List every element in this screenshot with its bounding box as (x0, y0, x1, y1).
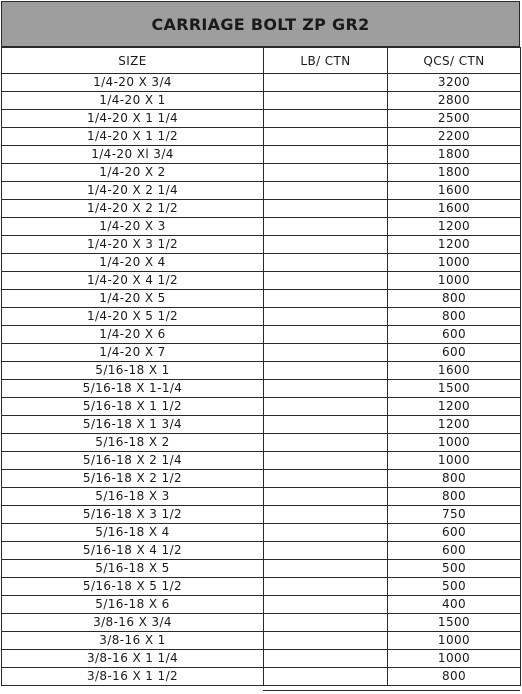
cell-lb-ctn (264, 416, 388, 434)
table-row (2, 650, 521, 668)
table-row (2, 128, 521, 146)
cell-size: 5/16-18 X 5 (2, 560, 264, 578)
table-row (2, 182, 521, 200)
cell-size: 1/4-20 X 5 1/2 (2, 308, 264, 326)
cell-qcs-ctn: 1600 (388, 362, 521, 380)
cell-lb-ctn (264, 524, 388, 542)
cell-lb-ctn (264, 182, 388, 200)
cell-lb-ctn (264, 452, 388, 470)
cell-lb-ctn (264, 236, 388, 254)
cell-qcs-ctn: 1000 (388, 254, 521, 272)
cell-lb-ctn (264, 308, 388, 326)
cell-size: 1/4-20 X 6 (2, 326, 264, 344)
table-header (2, 48, 521, 74)
cell-lb-ctn (264, 164, 388, 182)
cell-size: 5/16-18 X 1 1/2 (2, 398, 264, 416)
cell-lb-ctn (264, 398, 388, 416)
cell-qcs-ctn: 1200 (388, 236, 521, 254)
table-row (2, 506, 521, 524)
cell-lb-ctn (264, 326, 388, 344)
cell-size: 1/4-20 X 3/4 (2, 74, 264, 92)
cell-lb-ctn (264, 344, 388, 362)
cell-lb-ctn (264, 650, 388, 668)
cell-size: 3/8-16 X 3/4 (2, 614, 264, 632)
cell-lb-ctn (264, 146, 388, 164)
cell-qcs-ctn: 1500 (388, 614, 521, 632)
cell-size: 1/4-20 X 3 1/2 (2, 236, 264, 254)
table-row (2, 308, 521, 326)
cell-size: 3/8-16 X 1 1/4 (2, 650, 264, 668)
table-row (2, 326, 521, 344)
cell-size: 1/4-20 X 4 1/2 (2, 272, 264, 290)
table-row (2, 92, 521, 110)
cell-qcs-ctn: 500 (388, 578, 521, 596)
table-row (2, 398, 521, 416)
table-row (2, 470, 521, 488)
cell-qcs-ctn: 1000 (388, 272, 521, 290)
table-row (2, 164, 521, 182)
table-row (2, 74, 521, 92)
table-row (2, 290, 521, 308)
cell-size: 1/4-20 X 2 (2, 164, 264, 182)
cell-size: 5/16-18 X 1-1/4 (2, 380, 264, 398)
table-row (2, 146, 521, 164)
cell-size: 3/8-16 X 1 (2, 632, 264, 650)
cell-lb-ctn (264, 614, 388, 632)
column-header-lb-ctn: LB/ CTN (264, 48, 388, 74)
cell-qcs-ctn: 2200 (388, 128, 521, 146)
cell-lb-ctn (264, 560, 388, 578)
table-title: CARRIAGE BOLT ZP GR2 (1, 1, 520, 47)
cell-lb-ctn (264, 632, 388, 650)
cell-lb-ctn (264, 110, 388, 128)
cell-lb-ctn (264, 200, 388, 218)
cell-qcs-ctn: 500 (388, 560, 521, 578)
cell-lb-ctn (264, 362, 388, 380)
cell-qcs-ctn: 1000 (388, 452, 521, 470)
cell-size: 1/4-20 X 1 1/4 (2, 110, 264, 128)
cell-lb-ctn (264, 470, 388, 488)
table-row (2, 668, 521, 686)
table-row (2, 362, 521, 380)
cell-size: 1/4-20 Xl 3/4 (2, 146, 264, 164)
cell-size: 1/4-20 X 1 1/2 (2, 128, 264, 146)
cell-lb-ctn (264, 74, 388, 92)
table-row (2, 254, 521, 272)
cell-size: 5/16-18 X 2 1/4 (2, 452, 264, 470)
table-row (2, 524, 521, 542)
cell-size: 5/16-18 X 2 1/2 (2, 470, 264, 488)
table-row (2, 272, 521, 290)
cell-size: 1/4-20 X 2 1/2 (2, 200, 264, 218)
cell-size: 5/16-18 X 4 (2, 524, 264, 542)
cell-size: 5/16-18 X 3 1/2 (2, 506, 264, 524)
table-row (2, 236, 521, 254)
cell-size: 5/16-18 X 3 (2, 488, 264, 506)
cell-size: 3/8-16 X 1 1/2 (2, 668, 264, 686)
table-row (2, 218, 521, 236)
cell-lb-ctn (264, 380, 388, 398)
table-row (2, 452, 521, 470)
cell-lb-ctn (264, 542, 388, 560)
cell-lb-ctn (264, 578, 388, 596)
cell-qcs-ctn: 800 (388, 488, 521, 506)
cell-qcs-ctn: 1800 (388, 146, 521, 164)
bolt-table (1, 47, 521, 686)
column-header-qcs-ctn: QCS/ CTN (388, 48, 521, 74)
table-bottom-rule (263, 690, 520, 691)
column-header-size: SIZE (2, 48, 264, 74)
cell-lb-ctn (264, 488, 388, 506)
cell-size: 1/4-20 X 4 (2, 254, 264, 272)
cell-size: 5/16-18 X 5 1/2 (2, 578, 264, 596)
cell-size: 5/16-18 X 1 (2, 362, 264, 380)
table-row (2, 110, 521, 128)
bolt-spec-sheet (1, 1, 520, 686)
cell-qcs-ctn: 1600 (388, 182, 521, 200)
cell-qcs-ctn: 1200 (388, 416, 521, 434)
cell-lb-ctn (264, 254, 388, 272)
table-row (2, 560, 521, 578)
cell-qcs-ctn: 400 (388, 596, 521, 614)
cell-lb-ctn (264, 272, 388, 290)
cell-qcs-ctn: 1000 (388, 650, 521, 668)
cell-size: 5/16-18 X 2 (2, 434, 264, 452)
table-row (2, 596, 521, 614)
cell-qcs-ctn: 1200 (388, 398, 521, 416)
table-row (2, 344, 521, 362)
cell-qcs-ctn: 600 (388, 524, 521, 542)
cell-lb-ctn (264, 128, 388, 146)
cell-lb-ctn (264, 218, 388, 236)
cell-qcs-ctn: 1800 (388, 164, 521, 182)
cell-qcs-ctn: 2800 (388, 92, 521, 110)
cell-qcs-ctn: 1600 (388, 200, 521, 218)
table-row (2, 200, 521, 218)
cell-lb-ctn (264, 596, 388, 614)
cell-size: 1/4-20 X 3 (2, 218, 264, 236)
cell-qcs-ctn: 600 (388, 344, 521, 362)
table-row (2, 542, 521, 560)
cell-lb-ctn (264, 668, 388, 686)
cell-qcs-ctn: 1500 (388, 380, 521, 398)
cell-lb-ctn (264, 506, 388, 524)
table-row (2, 416, 521, 434)
cell-qcs-ctn: 2500 (388, 110, 521, 128)
table-row (2, 578, 521, 596)
table-row (2, 488, 521, 506)
table-row (2, 380, 521, 398)
table-row (2, 632, 521, 650)
cell-size: 5/16-18 X 6 (2, 596, 264, 614)
cell-qcs-ctn: 1200 (388, 218, 521, 236)
cell-qcs-ctn: 1000 (388, 632, 521, 650)
header-row (2, 48, 521, 74)
cell-qcs-ctn: 800 (388, 668, 521, 686)
cell-lb-ctn (264, 290, 388, 308)
cell-qcs-ctn: 800 (388, 290, 521, 308)
cell-qcs-ctn: 3200 (388, 74, 521, 92)
cell-size: 1/4-20 X 7 (2, 344, 264, 362)
table-row (2, 614, 521, 632)
cell-size: 1/4-20 X 5 (2, 290, 264, 308)
cell-size: 5/16-18 X 1 3/4 (2, 416, 264, 434)
table-row (2, 434, 521, 452)
cell-qcs-ctn: 800 (388, 308, 521, 326)
cell-lb-ctn (264, 434, 388, 452)
cell-qcs-ctn: 750 (388, 506, 521, 524)
cell-lb-ctn (264, 92, 388, 110)
cell-size: 5/16-18 X 4 1/2 (2, 542, 264, 560)
cell-qcs-ctn: 1000 (388, 434, 521, 452)
cell-size: 1/4-20 X 1 (2, 92, 264, 110)
cell-qcs-ctn: 600 (388, 542, 521, 560)
cell-size: 1/4-20 X 2 1/4 (2, 182, 264, 200)
table-body (2, 74, 521, 686)
cell-qcs-ctn: 800 (388, 470, 521, 488)
cell-qcs-ctn: 600 (388, 326, 521, 344)
